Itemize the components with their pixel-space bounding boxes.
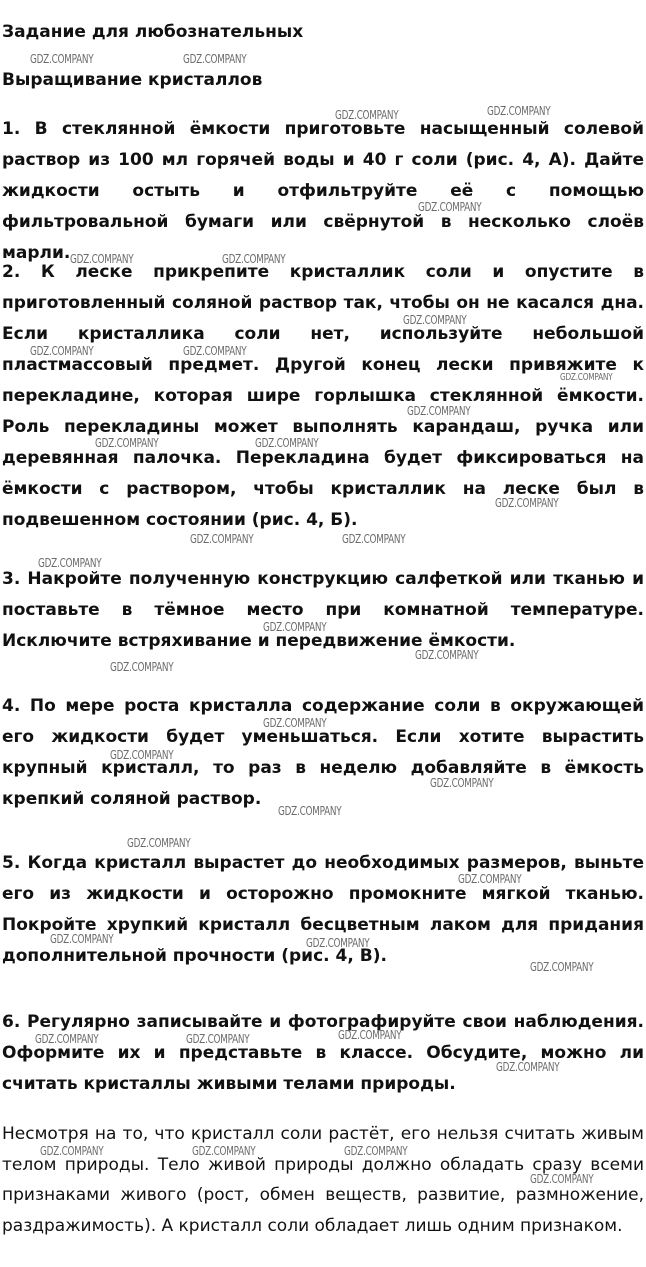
watermark: GDZ.COMPANY [496,1060,560,1074]
watermark: GDZ.COMPANY [344,1144,408,1158]
watermark: GDZ.COMPANY [263,620,327,634]
watermark: GDZ.COMPANY [30,344,94,358]
task-subtitle: Выращивание кристаллов [2,70,263,90]
watermark: GDZ.COMPANY [127,836,191,850]
watermark: GDZ.COMPANY [278,804,342,818]
watermark: GDZ.COMPANY [183,344,247,358]
watermark: GDZ.COMPANY [335,108,399,122]
watermark: GDZ.COMPANY [186,1032,250,1046]
watermark: GDZ.COMPANY [40,1144,104,1158]
watermark: GDZ.COMPANY [255,436,319,450]
watermark: GDZ.COMPANY [70,252,134,266]
step-5: 5. Когда кристалл вырастет до необходимых размеров, выньте его из жидкости и осторожно промокните мягкой тканью. Покройте хрупкий кристалл бесцветным лаком для придания дополнительной прочности (рис. 4, В). [2,853,644,966]
step-6: 6. Регулярно записывайте и фотографируйте свои наблюдения. Оформите их и представьте в классе. Обсудите, можно ли считать кристаллы живыми телами природы. [2,1012,644,1094]
watermark: GDZ.COMPANY [495,496,559,510]
watermark: GDZ.COMPANY [192,1144,256,1158]
step-1: 1. В стеклянной ёмкости приготовьте насыщенный солевой раствор из 100 мл горячей воды и 40 г соли (рис. 4, А). Дайте жидкости остыть и отфильтруйте её с помощью фильтровальной бумаги или свёрнутой в несколько слоёв марли. [2,119,644,263]
watermark: GDZ.COMPANY [530,960,594,974]
watermark: GDZ.COMPANY [110,748,174,762]
watermark: GDZ.COMPANY [560,372,613,383]
watermark: GDZ.COMPANY [50,932,114,946]
watermark: GDZ.COMPANY [418,200,482,214]
watermark: GDZ.COMPANY [430,776,494,790]
step-4: 4. По мере роста кристалла содержание соли в окружающей его жидкости будет уменьшаться. Если хотите вырастить крупный кристалл, то раз в неделю добавляйте в ёмкость крепкий соляной раствор. [2,696,644,809]
watermark: GDZ.COMPANY [407,404,471,418]
watermark: GDZ.COMPANY [30,52,94,66]
step-2: 2. К леске прикрепите кристаллик соли и опустите в приготовленный соляной раствор так, чтобы он не касался дна. Если кристаллика соли нет, используйте небольшой пластмассовый предмет. Другой конец лески привяжите к перекладине, которая шире горлышка стеклянной ёмкости. Роль перекладины может выполнять карандаш, ручка или деревянная палочка. Перекладина будет фиксироваться на ёмкости с раствором, чтобы кристаллик на леске был в подвешенном состоянии (рис. 4, Б). [2,262,644,530]
watermark: GDZ.COMPANY [530,1172,594,1186]
watermark: GDZ.COMPANY [95,436,159,450]
answer-paragraph: Несмотря на то, что кристалл соли растёт, его нельзя считать живым телом природы. Тело живой природы должно обладать сразу всеми признаками живого (рост, обмен веществ, развитие, размножение, раздражимость). А кристалл соли обладает лишь одним признаком. [2,1124,644,1236]
watermark: GDZ.COMPANY [190,532,254,546]
watermark: GDZ.COMPANY [403,313,467,327]
step-3: 3. Накройте полученную конструкцию салфеткой или тканью и поставьте в тёмное место при комнатной температуре. Исключите встряхивание и передвижение ёмкости. [2,569,644,651]
watermark: GDZ.COMPANY [338,1028,402,1042]
watermark: GDZ.COMPANY [110,660,174,674]
watermark: GDZ.COMPANY [38,556,102,570]
task-heading: Задание для любознательных [2,22,304,42]
watermark: GDZ.COMPANY [342,532,406,546]
watermark: GDZ.COMPANY [222,252,286,266]
watermark: GDZ.COMPANY [263,716,327,730]
watermark: GDZ.COMPANY [458,872,522,886]
watermark: GDZ.COMPANY [415,648,479,662]
watermark: GDZ.COMPANY [35,1032,99,1046]
watermark: GDZ.COMPANY [306,936,370,950]
watermark: GDZ.COMPANY [487,104,551,118]
watermark: GDZ.COMPANY [183,52,247,66]
